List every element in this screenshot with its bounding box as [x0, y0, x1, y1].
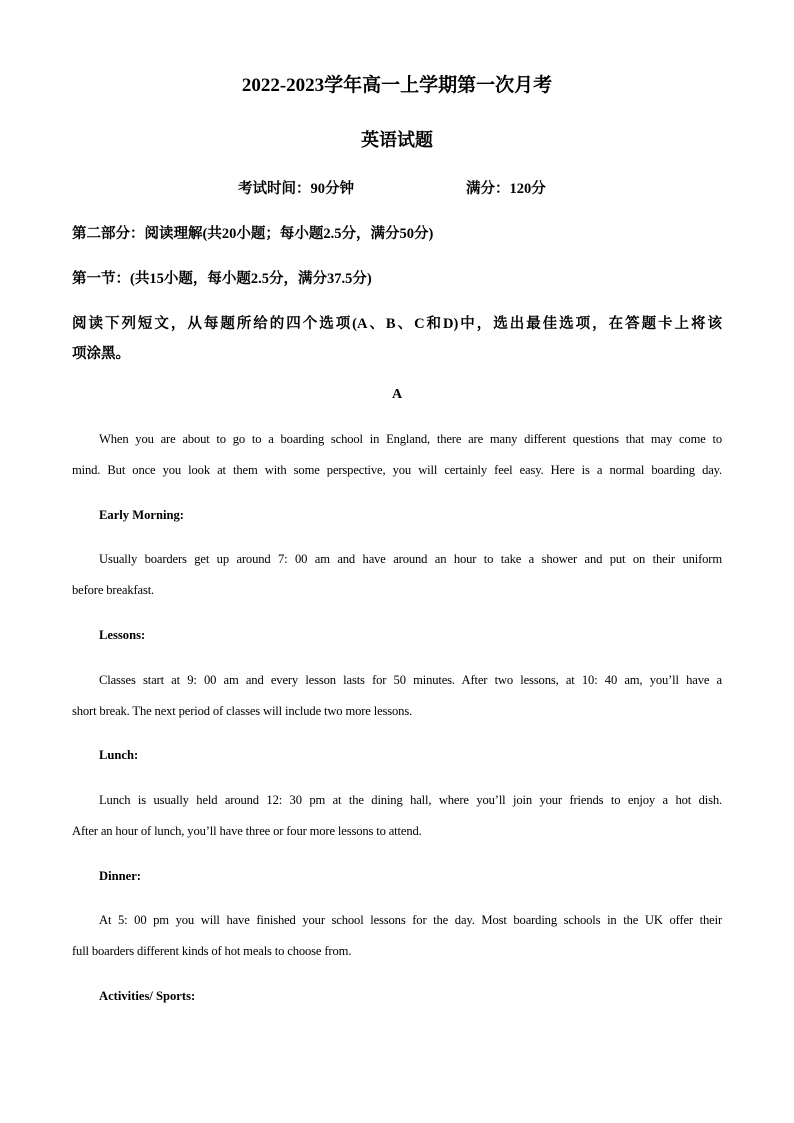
exam-title: 2022-2023学年高一上学期第一次月考 [241, 75, 553, 96]
lessons-line-1: Classes start at 9: 00 am and every lesson lasts for 50 minutes. After two lessons, at 10: 40 am, you’ll have a [99, 673, 722, 687]
section-heading-dinner: Dinner: [99, 869, 141, 883]
part-heading: 第二部分：阅读理解(共20小题；每小题2.5分，满分50分) [72, 226, 434, 242]
exam-time: 考试时间：90分钟 [238, 181, 354, 197]
intro-line-2: mind. But once you look at them with some perspective, you will certainly feel easy. Here is a normal boarding day. [72, 463, 722, 477]
exam-subject: 英语试题 [361, 130, 433, 150]
lunch-line-2: After an hour of lunch, you’ll have three or four more lessons to attend. [72, 824, 422, 838]
early-morning-line-1: Usually boarders get up around 7: 00 am and have around an hour to take a shower and put on their uniform [99, 552, 722, 566]
instruction-line-1: 阅读下列短文，从每题所给的四个选项(A、B、C和D)中，选出最佳选项，在答题卡上将该 [72, 316, 722, 332]
dinner-line-1: At 5: 00 pm you will have finished your school lessons for the day. Most boarding schools in the UK offer their [99, 913, 722, 927]
section-heading: 第一节：(共15小题，每小题2.5分，满分37.5分) [72, 271, 372, 287]
passage-letter: A [391, 387, 403, 402]
early-morning-line-2: before breakfast. [72, 583, 155, 597]
section-heading-activities: Activities/ Sports: [99, 989, 196, 1003]
section-heading-lunch: Lunch: [99, 748, 139, 762]
intro-line-1: When you are about to go to a boarding school in England, there are many different questions that may come to [99, 432, 722, 446]
lessons-line-2: short break. The next period of classes will include two more lessons. [72, 704, 413, 718]
section-heading-lessons: Lessons: [99, 628, 146, 642]
instruction-line-2: 项涂黑。 [72, 346, 130, 362]
lunch-line-1: Lunch is usually held around 12: 30 pm at the dining hall, where you’ll join your friends to enjoy a hot dish. [99, 793, 722, 807]
exam-full-score: 满分：120分 [466, 181, 546, 197]
dinner-line-2: full boarders different kinds of hot meals to choose from. [72, 944, 352, 958]
section-heading-early-morning: Early Morning: [99, 508, 185, 522]
